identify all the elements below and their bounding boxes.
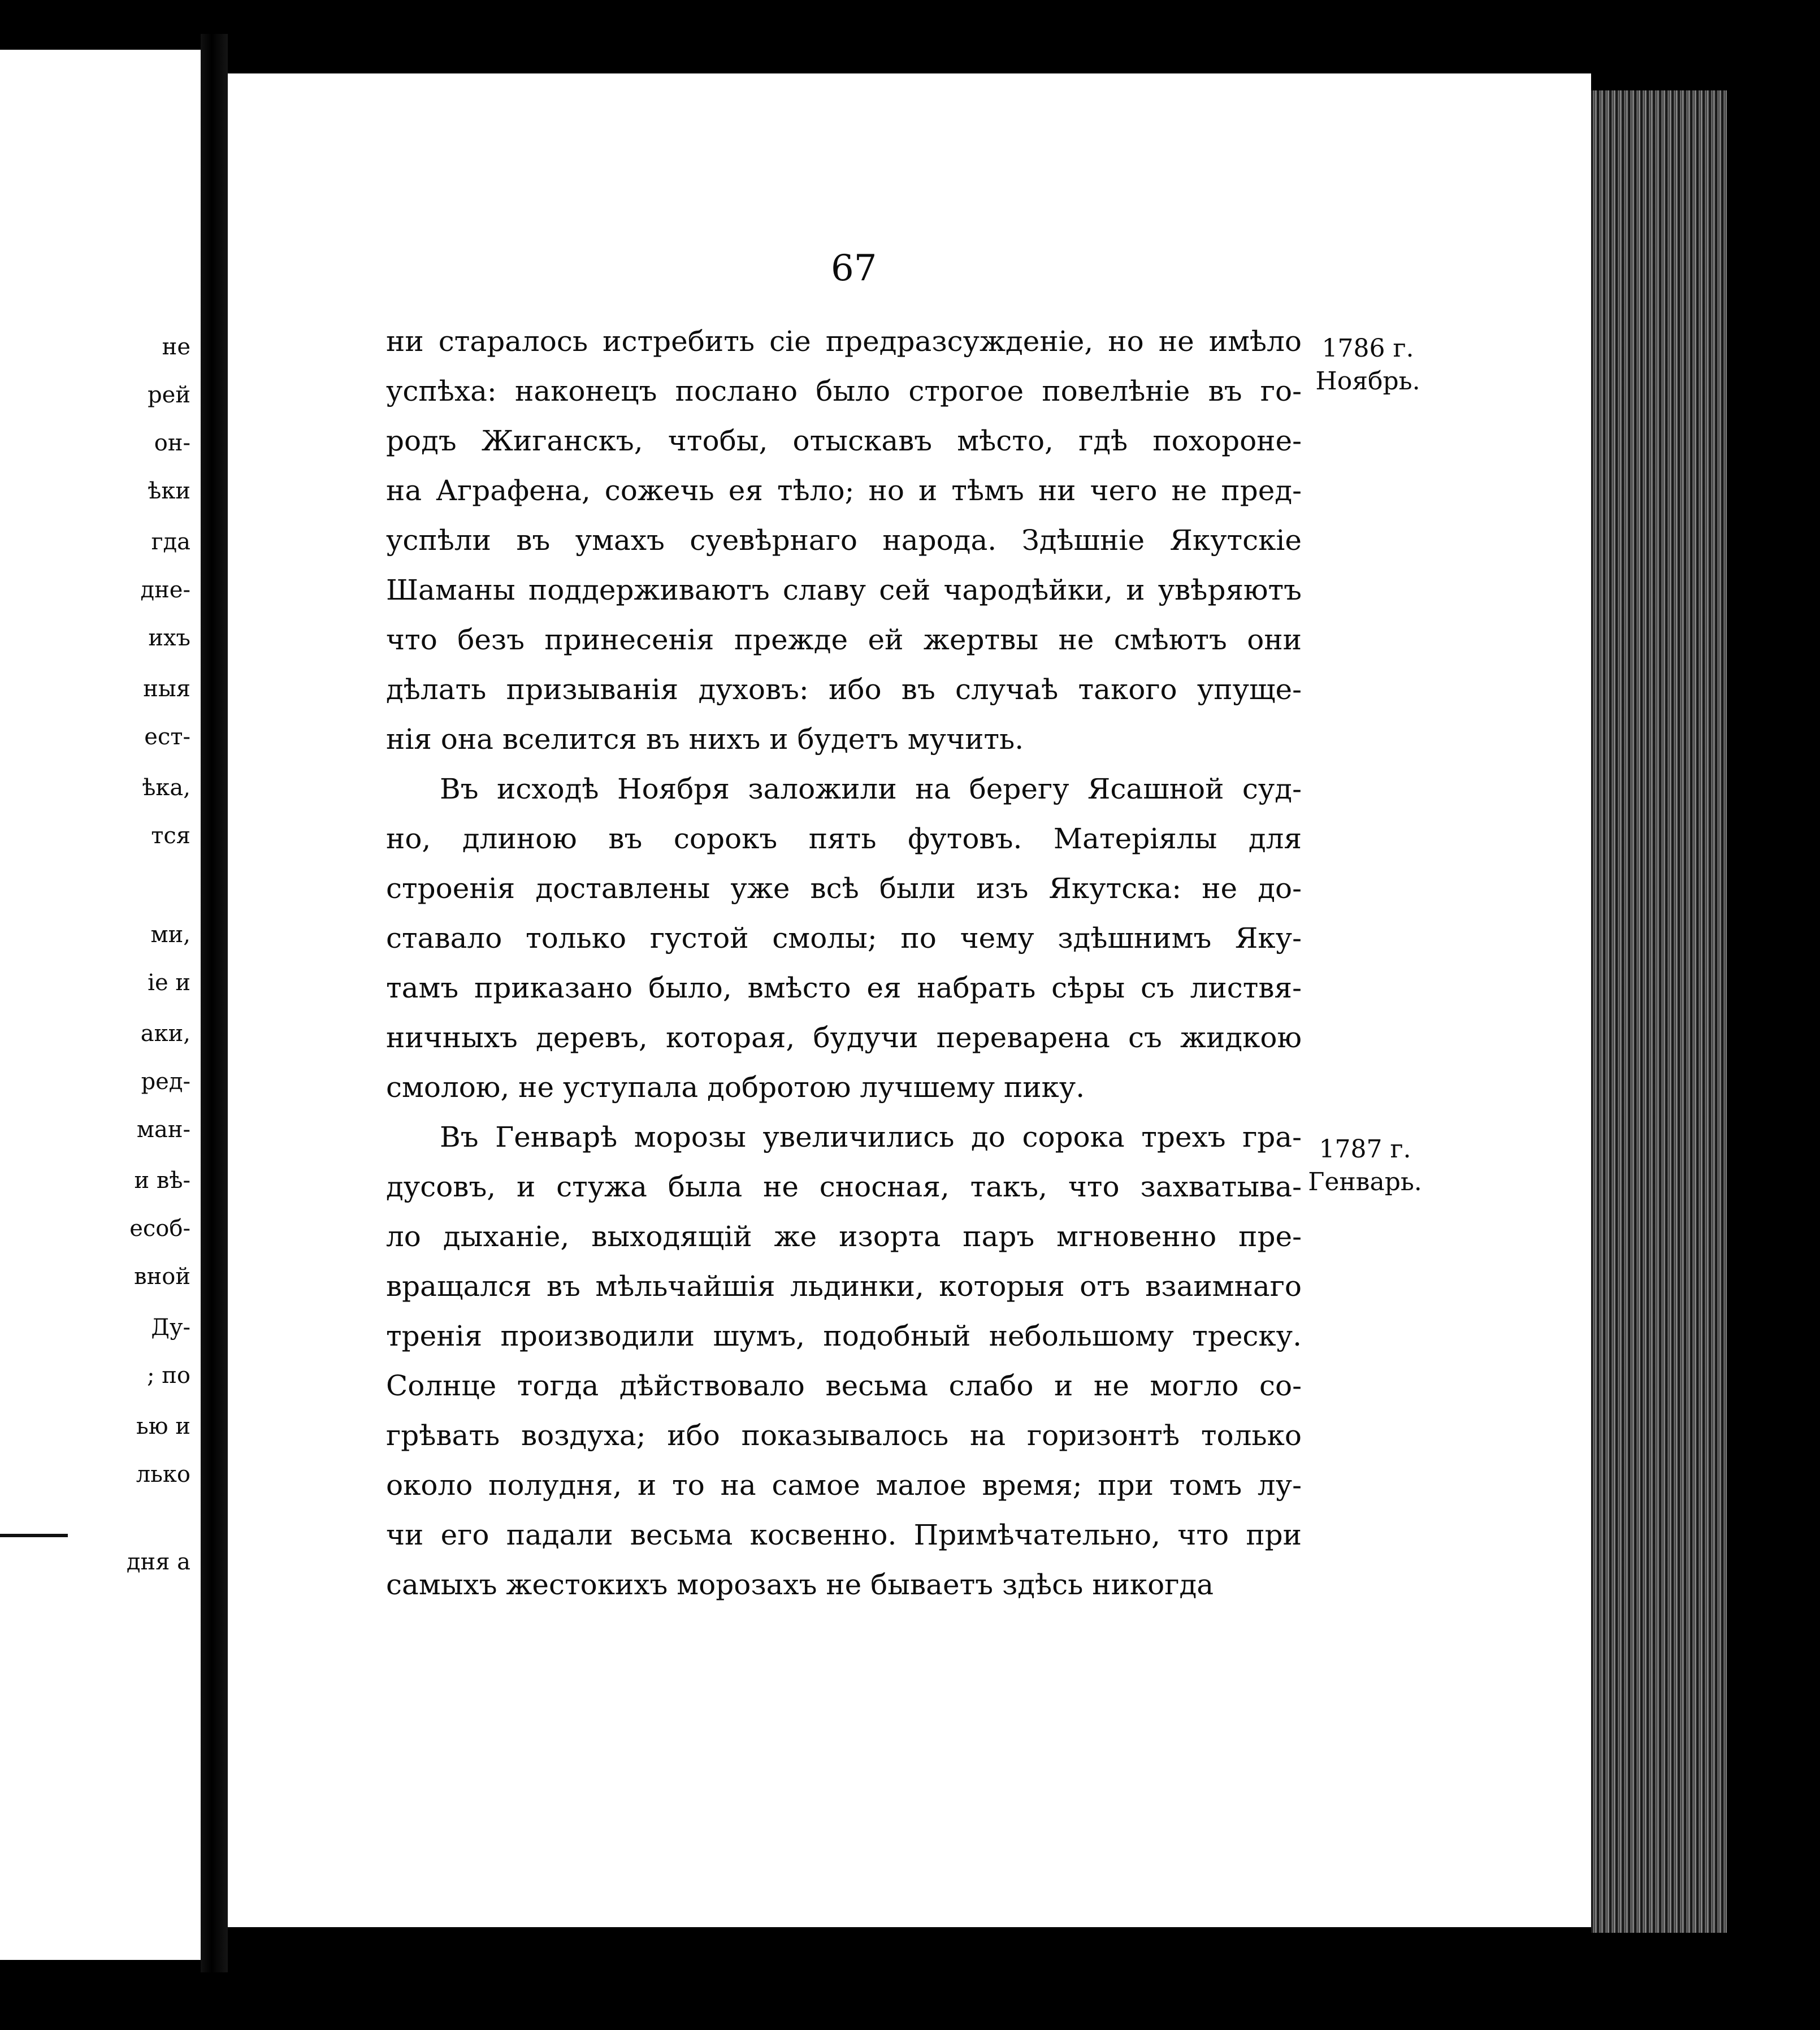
left-page-text-fragment: ѣки [148, 478, 190, 504]
left-page-text-fragment: ихъ [148, 625, 190, 651]
page-number: 67 [831, 248, 877, 289]
left-page-text-fragment: есоб- [129, 1216, 190, 1242]
text-line: но, длиною въ сорокъ пять футовъ. Матеріялы для [386, 822, 1302, 855]
text-line: самыхъ жестокихъ морозахъ не бываетъ здѣсь никогда [386, 1568, 1214, 1601]
margin-note-month: Генварь. [1308, 1168, 1422, 1196]
text-line: Солнце тогда дѣйствовало весьма слабо и не могло со- [386, 1369, 1302, 1402]
left-page-text-fragment: гда [151, 529, 190, 555]
text-line: Въ Генварѣ морозы увеличились до сорока трехъ гра- [440, 1121, 1302, 1153]
left-page-text-fragment: ѣка, [142, 775, 190, 801]
text-line: Въ исходѣ Ноября заложили на берегу Ясашной суд- [440, 773, 1302, 805]
text-line: тамъ приказано было, вмѣсто ея набрать сѣры съ листвя- [386, 971, 1302, 1004]
left-page-text-fragment: и вѣ- [134, 1168, 190, 1194]
text-line: около полудня, и то на самое малое время; при томъ лу- [386, 1469, 1302, 1502]
left-page-text-fragment: ; по [147, 1363, 190, 1389]
text-line: ставало только густой смолы; по чему здѣшнимъ Яку- [386, 922, 1302, 955]
margin-note-month: Ноябрь. [1315, 367, 1420, 396]
left-page-text-fragment: он- [154, 430, 190, 456]
text-line: на Аграфена, сожечь ея тѣло; но и тѣмъ ни чего не пред- [386, 474, 1302, 507]
left-facing-page [0, 50, 201, 1960]
left-page-text-fragment: ми, [150, 922, 190, 948]
text-line: грѣвать воздуха; ибо показывалось на горизонтѣ только [386, 1419, 1302, 1452]
left-page-text-fragment: ест- [144, 724, 190, 750]
book-gutter [201, 34, 228, 1972]
left-page-text-fragment: рей [148, 382, 190, 408]
margin-note-1786 [1306, 332, 1430, 398]
text-line: Шаманы поддерживаютъ славу сей чародѣйки, и увѣряютъ [386, 574, 1302, 606]
left-page-text-fragment: ью и [136, 1413, 190, 1439]
left-page-text-fragment: дне- [140, 577, 190, 603]
footnote-rule [0, 1534, 68, 1537]
text-line: строенія доставлены уже всѣ были изъ Якутска: не до- [386, 872, 1302, 905]
left-page-text-fragment: іе и [148, 970, 190, 996]
left-page-text-fragment: Ду- [151, 1315, 190, 1341]
left-page-text-fragment: лько [136, 1461, 190, 1487]
text-line: успѣли въ умахъ суевѣрнаго народа. Здѣшніе Якутскіе [386, 524, 1302, 557]
text-line: дусовъ, и стужа была не сносная, такъ, что захватыва- [386, 1170, 1302, 1203]
left-page-text-fragment: не [162, 334, 190, 360]
text-line: чи его падали весьма косвенно. Примѣчательно, что при [386, 1519, 1302, 1551]
text-line: дѣлать призыванія духовъ: ибо въ случаѣ такого упуще- [386, 673, 1302, 706]
left-page-text-fragment: ред- [141, 1069, 190, 1095]
text-line: родъ Жиганскъ, чтобы, отыскавъ мѣсто, гдѣ похороне- [386, 424, 1302, 457]
body-text [386, 316, 1302, 1610]
left-page-text-fragment: аки, [140, 1021, 190, 1047]
text-line: ло дыханіе, выходящій же изорта паръ мгновенно пре- [386, 1220, 1302, 1253]
left-page-text-fragment: ныя [143, 676, 190, 702]
text-line: вращался въ мѣльчайшія льдинки, которыя отъ взаимнаго [386, 1270, 1302, 1303]
left-page-text-fragment: тся [151, 823, 190, 849]
left-page-text-fragment: дня а [126, 1549, 190, 1575]
left-page-text-fragment: ман- [136, 1117, 190, 1143]
text-line: нія она вселится въ нихъ и будетъ мучить. [386, 723, 1024, 756]
margin-note-1787 [1303, 1133, 1427, 1199]
text-line: ничныхъ деревъ, которая, будучи переварена съ жидкою [386, 1021, 1302, 1054]
page-edges [1591, 90, 1727, 1933]
text-line: что безъ принесенія прежде ей жертвы не смѣютъ они [386, 623, 1302, 656]
left-page-text-fragment: вной [134, 1264, 190, 1290]
text-line: успѣха: наконецъ послано было строгое повелѣніе въ го- [386, 375, 1302, 407]
text-line: тренія производили шумъ, подобный небольшому треску. [386, 1320, 1302, 1352]
margin-note-year: 1786 г. [1321, 334, 1414, 363]
text-line: смолою, не уступала добротою лучшему пику. [386, 1071, 1085, 1104]
margin-note-year: 1787 г. [1319, 1135, 1411, 1164]
text-line: ни старалось истребить сіе предразсужденіе, но не имѣло [386, 325, 1302, 358]
